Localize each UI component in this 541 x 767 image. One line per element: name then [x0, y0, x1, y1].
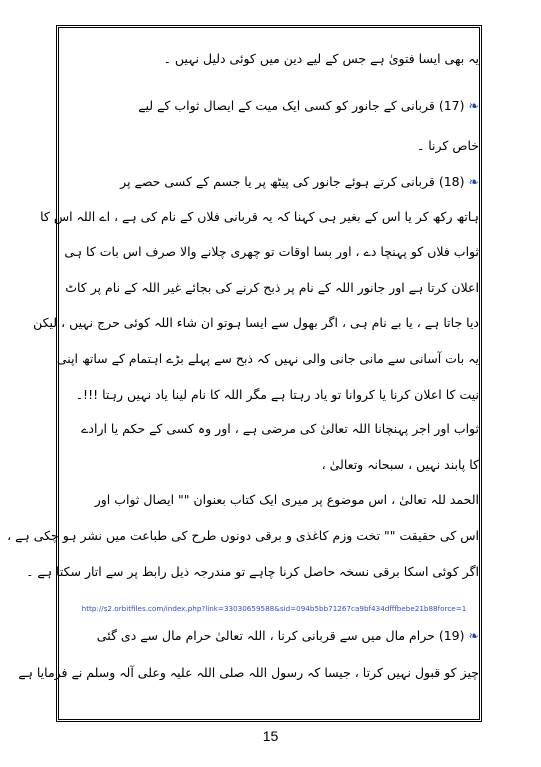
text-line: کا پابند نہیں ، سبحانہ وتعالیٰ ، [321, 457, 479, 472]
text-line: خاص کرنا ۔ [416, 138, 479, 153]
text-line: اگر کوئی اسکا برقی نسخہ حاصل کرنا چاہے تو مندرجہ ذیل رابط پر سے اتار سکتا ہے ۔ [26, 564, 479, 579]
text-line: نیت کا اعلان کرنا یا کروانا تو یاد رہتا ہے مگر اللہ کا نام لینا یاد نہیں رہتا !!!۔ [75, 387, 479, 402]
page-border [7, 25, 482, 722]
text-line: اعلان کرتا ہے اور جانور اللہ کے نام پر ذبح کرنے کی بجائے غیر اللہ کے نام پر کاٹ [65, 280, 479, 295]
text-line: چیز کو قبول نہیں کرتا ، جیسا کہ رسول اللہ صلی اللہ علیہ وعلی آلہ وسلم نے فرمایا ہے [18, 665, 479, 680]
heading-19-text: (19) حرام مال میں سے قربانی کرنا ، اللہ تعالیٰ حرام مال سے دی گئی [96, 628, 465, 643]
heading-18-text: (18) قربانی کرتے ہوئے جانور کی پیٹھ پر یا جسم کے کسی حصے پر [120, 174, 465, 189]
heading-17-text: (17) قربانی کے جانور کو کسی ایک میت کے ایصال ثواب کے لیے [138, 98, 465, 113]
bullet-icon: ❧ [468, 98, 479, 113]
text-line: دیا جاتا ہے ، یا بے نام ہی ، اگر بھول سے ایسا ہوتو ان شاء اللہ کوئی حرج نہیں ، لیکن [33, 315, 479, 330]
text-line: یہ بھی ایسا فتویٰ ہے جس کے لیے دین میں کوئی دلیل نہیں ۔ [163, 51, 479, 66]
heading-17 [64, 97, 479, 115]
text-line: اس کی حقیقت "" تخت وزم کاغذی و برقی دونوں طرح کی طباعت میں نشر ہو چکی ہے ، [7, 528, 479, 543]
page-number: 15 [262, 728, 279, 744]
bullet-icon: ❧ [468, 628, 479, 643]
text-line: ہاتھ رکھ کر یا اس کے بغیر ہی کہنا کہ یہ قربانی فلاں کے نام کی ہے ، اے اللہ اس کا [40, 209, 479, 224]
heading-18 [64, 173, 479, 191]
text-line: ثواب اور اجر پہنچانا اللہ تعالیٰ کی مرضی ہے ، اور وہ کسی کے حکم یا ارادے [81, 421, 479, 436]
text-line: ثواب فلاں کو پہنچا دے ، اور بسا اوقات تو چھری چلانے والا صرف اس بات کا ہی [64, 244, 479, 259]
text-line: یہ بات آسانی سے مانی جانی والی نہیں کہ ذبح سے پہلے بڑے اہتمام کے ساتھ اپنی [56, 351, 479, 366]
bullet-icon: ❧ [468, 174, 479, 189]
download-link[interactable]: http://s2.orbitfiles.com/index.php?link=33030659588&sid=094b5bb71267ca9bf434dfffbebe21b88force=1 [81, 604, 467, 613]
text-line: الحمد للہ تعالیٰ ، اس موضوع پر میری ایک کتاب بعنوان "" ایصال ثواب اور [94, 492, 479, 507]
heading-19 [64, 627, 479, 645]
